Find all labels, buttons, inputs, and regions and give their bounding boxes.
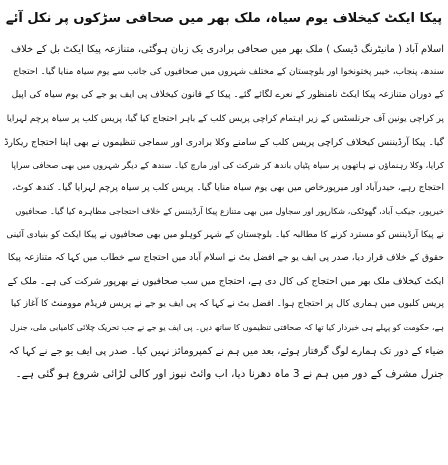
article-line: گیا۔ پیکا آرڈیننس کیخلاف کراچی پریس کلب کے سامنے وکلا برادری اور سماجی تنظیموں نے بھی اپنا احتجاج ریکارڈ (4, 136, 444, 148)
article-line: جنرل مشرف کے دور میں ہم نے 3 ماہ دھرنا دیا، اب وائٹ نیوز اور کالی لڑائی شروع ہو گئی ہے۔ (15, 367, 444, 380)
article-body (4, 38, 444, 386)
article-line: ایکٹ کیخلاف ملک بھر میں احتجاج کی کال دی ہے، احتجاج میں سب صحافیوں نے بھرپور شرکت کی ہے۔ ملک کے (7, 276, 444, 288)
news-article (4, 4, 444, 461)
article-line: ہے، حکومت کو پہلے ہی خبردار کیا تھا کہ صحافتی تنظیموں کا ساتھ دیں۔ پی ایف یو جے نے جب تحریک چلائی کامیابی ملی، جنرل (9, 322, 444, 333)
article-line: سندھ، پنجاب، خیبر پختونخوا اور بلوچستان کے مختلف شہروں میں صحافیوں کی جانب سے یوم سیاہ منایا گیا۔ احتجاج (12, 67, 444, 78)
article-line: خیرپور، جیکب آباد، گھوٹکی، شکارپور اور سجاول میں بھی متنازع پیکا آرڈیننس کے خلاف احتجاجی مظاہرہ کیا گیا۔ صحافیوں (15, 206, 444, 217)
article-line: پریس کلبوں میں ہماری کال پر احتجاج ہوا۔ افضل بٹ نے کہا کہ پی ایف یو جے نے پریس فریڈم موومنٹ کا آغاز کیا (10, 299, 444, 310)
article-line: کرایا، وکلا رہنماؤں نے ہاتھوں پر سیاہ پٹیاں باندھ کر شرکت کی اور مارچ کیا۔ سندھ کے دیگر شہروں میں بھی صحافی سراپا (11, 160, 444, 171)
article-line: اسلام آباد ( مانیٹرنگ ڈیسک ) ملک بھر میں صحافی برادری یک زبان ہوگئی، متنازعہ پیکا ایکٹ بل کے خلاف (10, 44, 444, 55)
article-line: نے پیکا آرڈیننس کو مسترد کرنے کا مطالبہ کیا۔ بلوچستان کے شہر کوہلو میں بھی صحافیوں نے پیکا ایکٹ کو بنیادی آئینی (6, 229, 444, 240)
article-line: حقوق کے خلاف قرار دیا، صدر پی ایف یو جے افضل بٹ نے اسلام آباد میں احتجاج سے خطاب میں کہا کہ متنازعہ پیکا (7, 252, 444, 263)
article-line: کے دوران متنازعہ پیکا ایکٹ نامنظور کے نعرے لگائے گئے۔ پیکا کے قانون کیخلاف پی ایف یو جے کی یوم سیاہ کی اپیل (11, 90, 444, 101)
article-headline: پیکا ایکٹ کیخلاف یوم سیاہ، ملک بھر میں صحافی سڑکوں پر نکل آئے (5, 11, 443, 26)
article-line: ضیاء کے دور تک ہمارے لوگ گرفتار ہوئے، بعد میں ہم نے کمپرومائز نہیں کیا۔ صدر پی ایف یو جے نے کہا کہ (8, 345, 444, 357)
article-line: پر کراچی یونین آف جرنلسٹس کے زیر اہتمام کراچی پریس کلب کے باہر احتجاج کیا گیا، پریس کلب پر سیاہ پرچم لہرایا (6, 113, 444, 124)
article-line: احتجاج رہے، حیدرآباد اور میرپورخاص میں بھی یوم سیاہ منایا گیا۔ پریس کلب پر سیاہ پرچم لہرایا گیا۔ کندھ کوٹ، (12, 183, 444, 194)
